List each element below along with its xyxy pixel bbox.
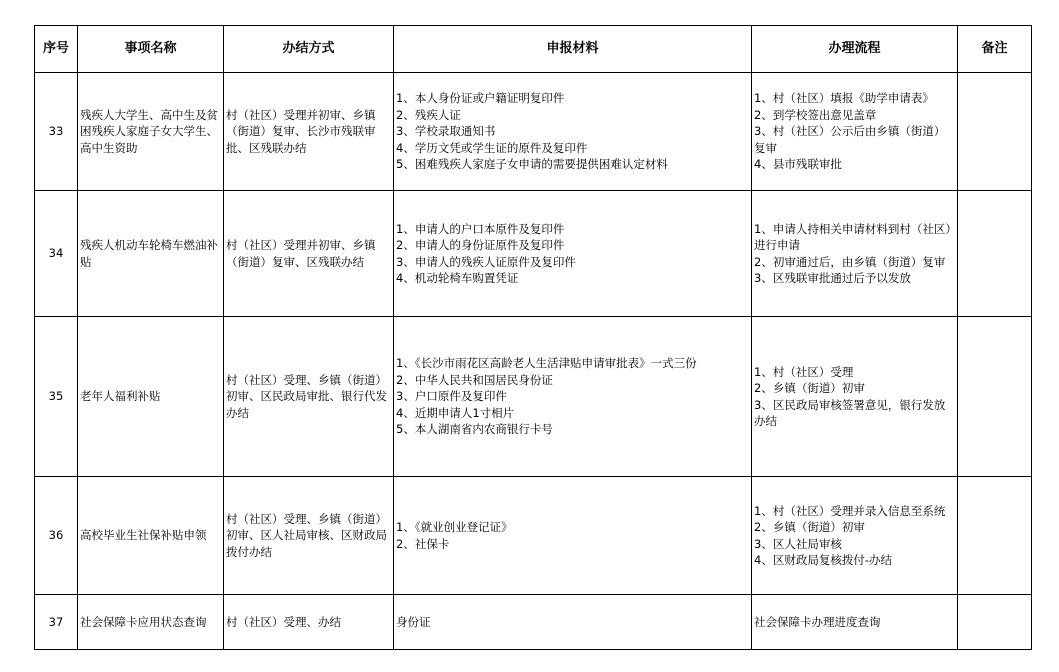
row-remarks (958, 191, 1032, 317)
row-process (752, 477, 958, 595)
process-line: 1、村（社区）受理 (754, 364, 854, 379)
row-method: 村（社区）受理、办结 (224, 595, 394, 650)
material-line: 1、本人身份证或户籍证明复印件 (396, 91, 565, 106)
row-item: 残疾人机动车轮椅车燃油补贴 (78, 191, 224, 317)
material-line: 1、申请人的户口本原件及复印件 (396, 221, 565, 236)
row-process (752, 191, 958, 317)
process-line: 3、区民政局审核签署意见，银行发放办结 (754, 397, 946, 428)
table-row (35, 73, 1032, 191)
row-seq: 33 (35, 73, 78, 191)
row-remarks (958, 595, 1032, 650)
row-process (752, 595, 958, 650)
row-seq: 37 (35, 595, 78, 650)
process-line: 4、区财政局复核拨付-办结 (754, 553, 892, 567)
process-line: 2、到学校签出意见盖章 (754, 107, 877, 122)
header-method: 办结方式 (224, 26, 394, 73)
row-item: 高校毕业生社保补贴申领 (78, 477, 224, 595)
header-item: 事项名称 (78, 26, 224, 73)
process-line: 3、区人社局审核 (754, 536, 842, 551)
material-line: 2、中华人民共和国居民身份证 (396, 372, 553, 387)
row-process (752, 73, 958, 191)
row-process (752, 317, 958, 477)
header-row (35, 26, 1032, 73)
process-line: 1、村（社区）填报《助学申请表》 (754, 91, 934, 106)
row-method: 村（社区）受理并初审、乡镇（街道）复审、区残联办结 (224, 191, 394, 317)
row-method: 村（社区）受理并初审、乡镇（街道）复审、长沙市残联审批、区残联办结 (224, 73, 394, 191)
row-seq: 34 (35, 191, 78, 317)
row-materials (394, 595, 752, 650)
process-line: 1、村（社区）受理并录入信息至系统 (754, 503, 946, 518)
row-materials (394, 477, 752, 595)
header-materials: 申报材料 (394, 26, 752, 73)
material-line: 4、近期申请人1寸相片 (396, 405, 515, 420)
process-line: 2、初审通过后，由乡镇（街道）复审 (754, 254, 946, 269)
services-table (34, 25, 1032, 650)
row-seq: 35 (35, 317, 78, 477)
process-line: 2、乡镇（街道）初审 (754, 381, 865, 395)
row-materials (394, 317, 752, 477)
material-line: 1、《就业创业登记证》 (396, 520, 513, 534)
header-remarks: 备注 (958, 26, 1032, 73)
process-line: 3、区残联审批通过后予以发放 (754, 271, 911, 285)
material-line: 5、困难残疾人家庭子女申请的需要提供困难认定材料 (396, 157, 668, 172)
material-line: 1、《长沙市雨花区高龄老人生活津贴申请审批表》一式三份 (396, 356, 697, 371)
table-row (35, 595, 1032, 650)
row-seq: 36 (35, 477, 78, 595)
row-remarks (958, 317, 1032, 477)
row-remarks (958, 73, 1032, 191)
table-row (35, 477, 1032, 595)
material-line: 2、残疾人证 (396, 107, 461, 122)
material-line: 4、机动轮椅车购置凭证 (396, 271, 519, 285)
row-method: 村（社区）受理、乡镇（街道）初审、区民政局审批、银行代发办结 (224, 317, 394, 477)
process-line: 2、乡镇（街道）初审 (754, 520, 865, 534)
process-line: 3、村（社区）公示后由乡镇（街道）复审 (754, 124, 946, 155)
material-line: 5、本人湖南省内农商银行卡号 (396, 422, 553, 437)
material-line: 身份证 (396, 614, 431, 629)
process-line: 1、申请人持相关申请材料到村（社区）进行申请 (754, 221, 952, 252)
material-line: 3、申请人的残疾人证原件及复印件 (396, 254, 576, 269)
row-item: 社会保障卡应用状态查询 (78, 595, 224, 650)
row-method: 村（社区）受理、乡镇（街道）初审、区人社局审核、区财政局拨付办结 (224, 477, 394, 595)
row-remarks (958, 477, 1032, 595)
material-line: 4、学历文凭或学生证的原件及复印件 (396, 140, 588, 155)
header-process: 办理流程 (752, 26, 958, 73)
table-row (35, 191, 1032, 317)
material-line: 2、社保卡 (396, 536, 450, 551)
table-row (35, 317, 1032, 477)
material-line: 3、学校录取通知书 (396, 124, 496, 139)
material-line: 2、申请人的身份证原件及复印件 (396, 238, 565, 252)
row-item: 老年人福利补贴 (78, 317, 224, 477)
process-line: 4、县市残联审批 (754, 157, 842, 172)
process-line: 社会保障卡办理进度查询 (754, 614, 881, 629)
material-line: 3、户口原件及复印件 (396, 389, 507, 404)
header-seq: 序号 (35, 26, 78, 73)
row-item: 残疾人大学生、高中生及贫困残疾人家庭子女大学生、高中生资助 (78, 73, 224, 191)
row-materials (394, 191, 752, 317)
row-materials (394, 73, 752, 191)
